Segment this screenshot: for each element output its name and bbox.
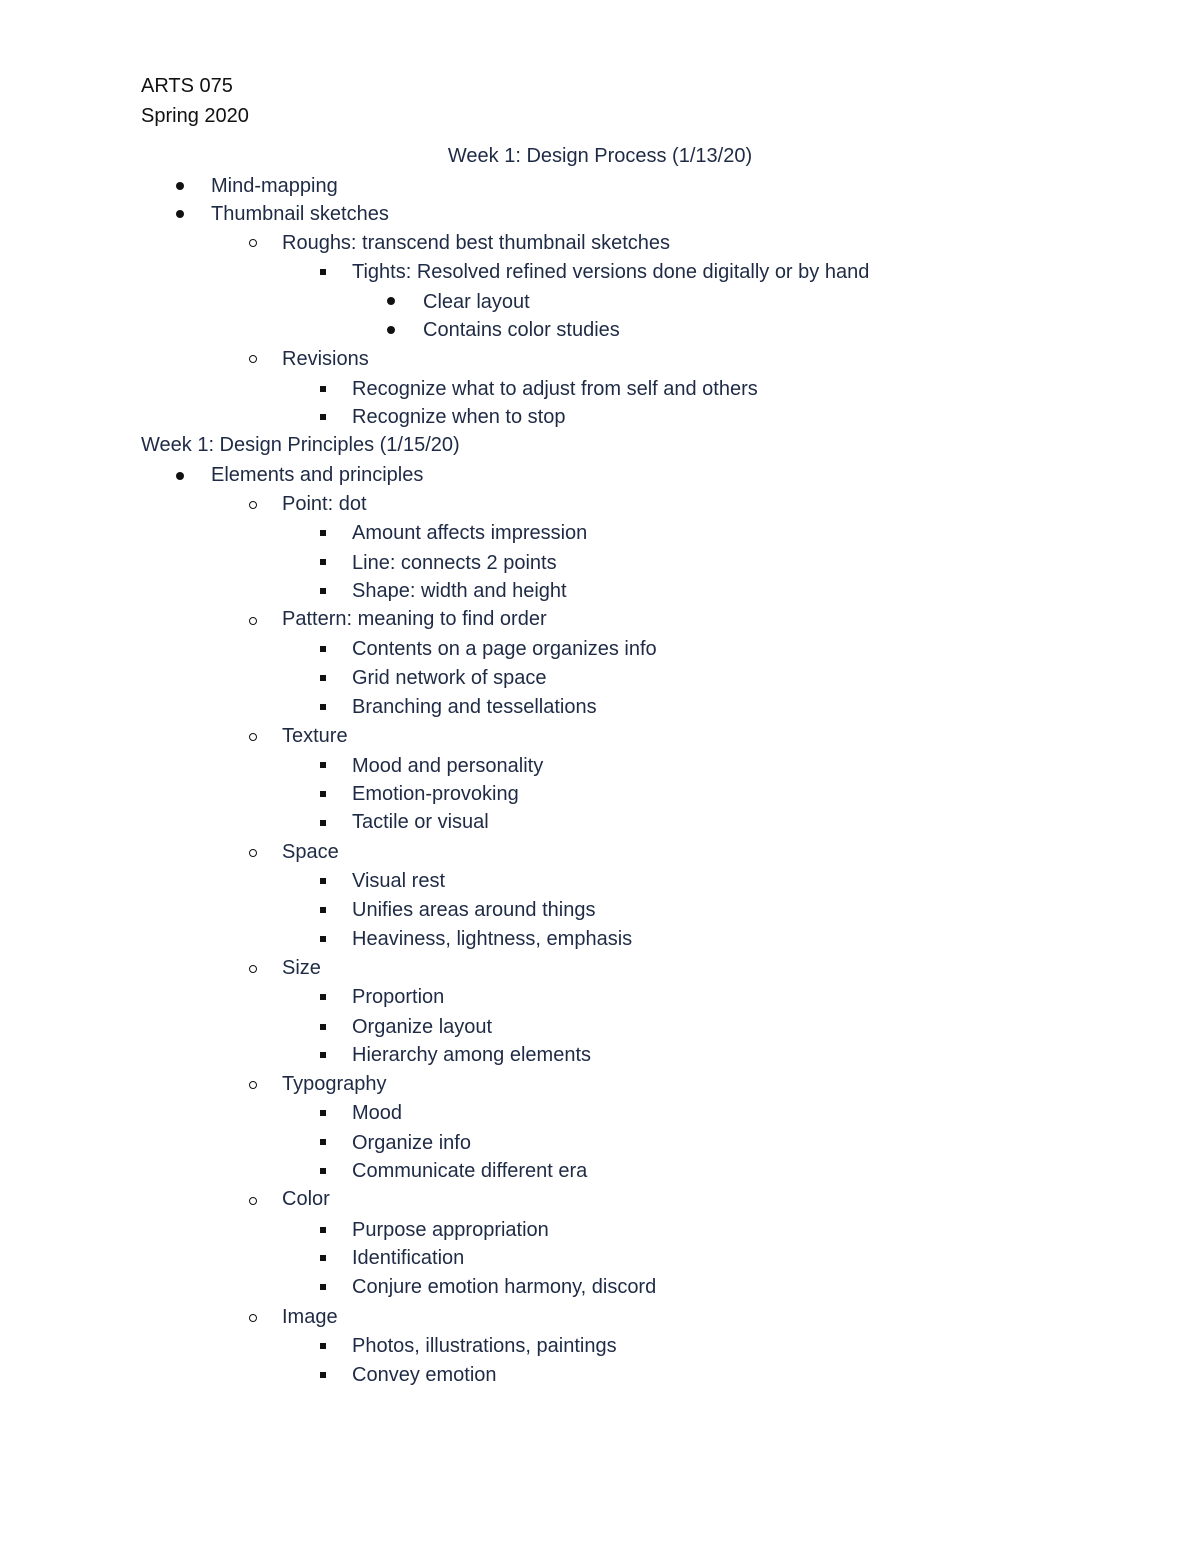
list-item: Visual rest: [352, 870, 446, 892]
list-item: Tactile or visual: [352, 811, 489, 833]
bullet-square: [320, 1024, 326, 1030]
list-item: Mind-mapping: [211, 175, 338, 197]
list-item: Contents on a page organizes info: [352, 638, 657, 660]
list-item: Identification: [352, 1247, 465, 1269]
bullet-square: [320, 1284, 326, 1290]
list-item: Image: [282, 1306, 338, 1328]
list-item: Color: [282, 1188, 330, 1210]
list-item: Organize info: [352, 1132, 471, 1154]
bullet-square: [320, 1343, 326, 1349]
list-item: Grid network of space: [352, 667, 547, 689]
bullet-square: [320, 907, 326, 913]
bullet-circle: [249, 355, 257, 363]
bullet-circle: [249, 239, 257, 247]
bullet-circle: [249, 1314, 257, 1322]
bullet-square: [320, 646, 326, 652]
bullet-circle: [249, 965, 257, 973]
list-item: Organize layout: [352, 1016, 493, 1038]
list-item: Texture: [282, 725, 348, 747]
list-item: Communicate different era: [352, 1160, 588, 1182]
list-item: Shape: width and height: [352, 580, 567, 602]
bullet-square: [320, 1139, 326, 1145]
list-item: Size: [282, 957, 321, 979]
bullet-square: [320, 1372, 326, 1378]
list-item: Line: connects 2 points: [352, 552, 557, 574]
bullet-square: [320, 791, 326, 797]
list-item: Conjure emotion harmony, discord: [352, 1276, 657, 1298]
list-item: Proportion: [352, 986, 445, 1008]
bullet-square: [320, 386, 326, 392]
list-item: Thumbnail sketches: [211, 203, 389, 225]
bullet-square: [320, 588, 326, 594]
course-term: Spring 2020: [141, 105, 249, 127]
bullet-square: [320, 1227, 326, 1233]
list-item: Pattern: meaning to find order: [282, 608, 547, 630]
list-item: Mood and personality: [352, 755, 544, 777]
bullet-square: [320, 530, 326, 536]
bullet-square: [320, 675, 326, 681]
list-item: Branching and tessellations: [352, 696, 597, 718]
list-item: Tights: Resolved refined versions done digitally or by hand: [352, 261, 870, 283]
list-item: Amount affects impression: [352, 522, 588, 544]
bullet-square: [320, 704, 326, 710]
list-item: Elements and principles: [211, 464, 424, 486]
bullet-square: [320, 559, 326, 565]
list-item: Clear layout: [423, 291, 530, 313]
list-item: Emotion-provoking: [352, 783, 519, 805]
list-item: Revisions: [282, 348, 369, 370]
list-item: Unifies areas around things: [352, 899, 596, 921]
bullet-circle: [249, 501, 257, 509]
course-code: ARTS 075: [141, 75, 233, 97]
list-item: Heaviness, lightness, emphasis: [352, 928, 633, 950]
list-item: Hierarchy among elements: [352, 1044, 591, 1066]
list-item: Roughs: transcend best thumbnail sketches: [282, 232, 670, 254]
bullet-square: [320, 936, 326, 942]
bullet-square: [320, 762, 326, 768]
bullet-square: [320, 994, 326, 1000]
bullet-square: [320, 414, 326, 420]
bullet-circle: [249, 617, 257, 625]
list-item: Purpose appropriation: [352, 1219, 549, 1241]
bullet-square: [320, 878, 326, 884]
section-title-design-principles: Week 1: Design Principles (1/15/20): [141, 434, 460, 456]
list-item: Contains color studies: [423, 319, 620, 341]
bullet-square: [320, 1110, 326, 1116]
list-item: Recognize what to adjust from self and others: [352, 378, 758, 400]
list-item: Point: dot: [282, 493, 367, 515]
bullet-circle: [249, 849, 257, 857]
bullet-square: [320, 1255, 326, 1261]
list-item: Convey emotion: [352, 1364, 497, 1386]
bullet-disc: [387, 326, 395, 334]
bullet-disc: [176, 210, 184, 218]
list-item: Mood: [352, 1102, 403, 1124]
list-item: Recognize when to stop: [352, 406, 566, 428]
bullet-disc: [176, 182, 184, 190]
bullet-square: [320, 820, 326, 826]
list-item: Typography: [282, 1073, 387, 1095]
bullet-disc: [176, 472, 184, 480]
bullet-square: [320, 269, 326, 275]
bullet-circle: [249, 1197, 257, 1205]
bullet-circle: [249, 733, 257, 741]
bullet-circle: [249, 1081, 257, 1089]
list-item: Photos, illustrations, paintings: [352, 1335, 617, 1357]
section-title-design-process: Week 1: Design Process (1/13/20): [447, 145, 753, 167]
list-item: Space: [282, 841, 339, 863]
bullet-square: [320, 1168, 326, 1174]
bullet-disc: [387, 297, 395, 305]
bullet-square: [320, 1052, 326, 1058]
